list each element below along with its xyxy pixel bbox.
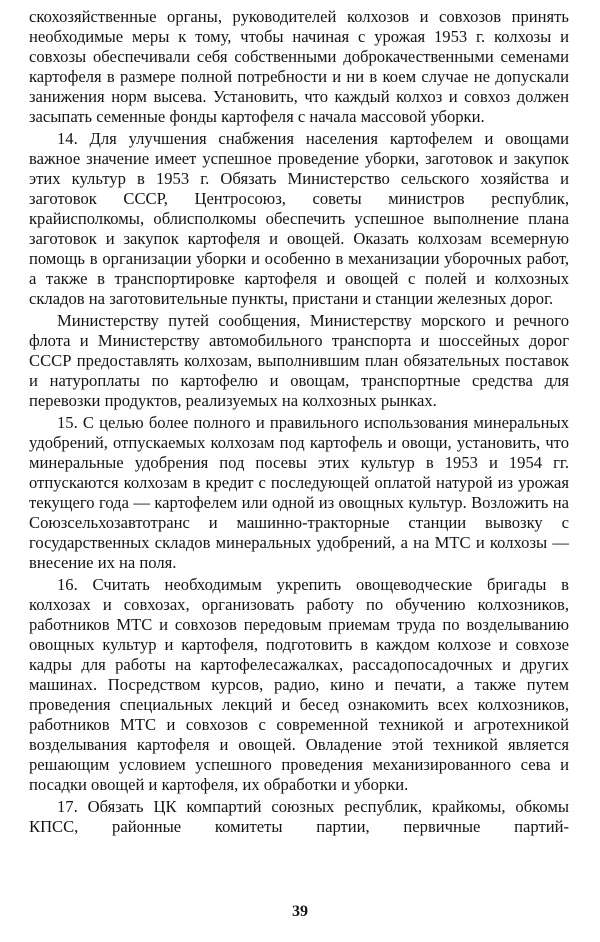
paragraph-15: 15. С целью более полного и правильного использования минеральных удобрений, отпускаемых колхозам под картофель и овощи, установить, что минеральные удобрения под посевы этих культур в 1953 и 1954 гг. отпускаются колхозам в кредит с последующей оплатой натурой из урожая текущего года — картофелем или одной из овощных культур. Возложить на Союзсельхозавтотранс и машинно-тракторные станции вывозку с государственных складов минеральных удобрений, а на МТС и колхозы — внесение их на поля.: [29, 413, 569, 572]
paragraph-transport: Министерству путей сообщения, Министерству морского и речного флота и Министерству автомобильного транспорта и шоссейных дорог СССР предоставлять колхозам, выполнившим план обязательных поставок и натуроплаты по картофелю и овощам, транспортные средства для перевозки продуктов, реализуемых на колхозных рынках.: [29, 311, 569, 410]
paragraph-17: 17. Обязать ЦК компартий союзных республик, крайкомы, обкомы КПСС, районные комитеты партии, первичные партий-: [29, 797, 569, 836]
paragraph-14: 14. Для улучшения снабжения населения картофелем и овощами важное значение имеет успешное проведение уборки, заготовок и закупок этих культур в 1953 г. Обязать Министерство сельского хозяйства и заготовок СССР, Центросоюз, советы министров республик, крайисполкомы, облисполкомы обеспечить успешное выполнение плана заготовок и закупок картофеля и овощей. Оказать колхозам всемерную помощь в организации уборки и особенно в механизации уборочных работ, а также в транспортировке картофеля и овощей с полей и колхозных складов на заготовительные пункты, пристани и станции железных дорог.: [29, 129, 569, 308]
page-number: 39: [292, 903, 308, 920]
paragraph-continuation: скохозяйственные органы, руководителей колхозов и совхозов принять необходимые меры к тому, чтобы начиная с урожая 1953 г. колхозы и совхозы обеспечивали себя собственными доброкачественными семенами картофеля в размере полной потребности и ни в коем случае не допускали занижения норм высева. Установить, что каждый колхоз и совхоз должен засыпать семенные фонды картофеля с начала массовой уборки.: [29, 7, 569, 126]
paragraph-16: 16. Считать необходимым укрепить овощеводческие бригады в колхозах и совхозах, организовать работу по обучению колхозников, работников МТС и совхозов передовым приемам труда по возделыванию овощных культур и картофеля, подготовить в каждом колхозе и совхозе кадры для работы на картофелесажалках, рассадопосадочных и других машинах. Посредством курсов, радио, кино и печати, а также путем проведения специальных лекций и бесед ознакомить всех колхозников, работников МТС и совхозов с современной техникой и агротехникой возделывания картофеля и овощей. Овладение этой техникой является решающим условием успешного проведения механизированного сева и посадки овощей и картофеля, их обработки и уборки.: [29, 575, 569, 794]
